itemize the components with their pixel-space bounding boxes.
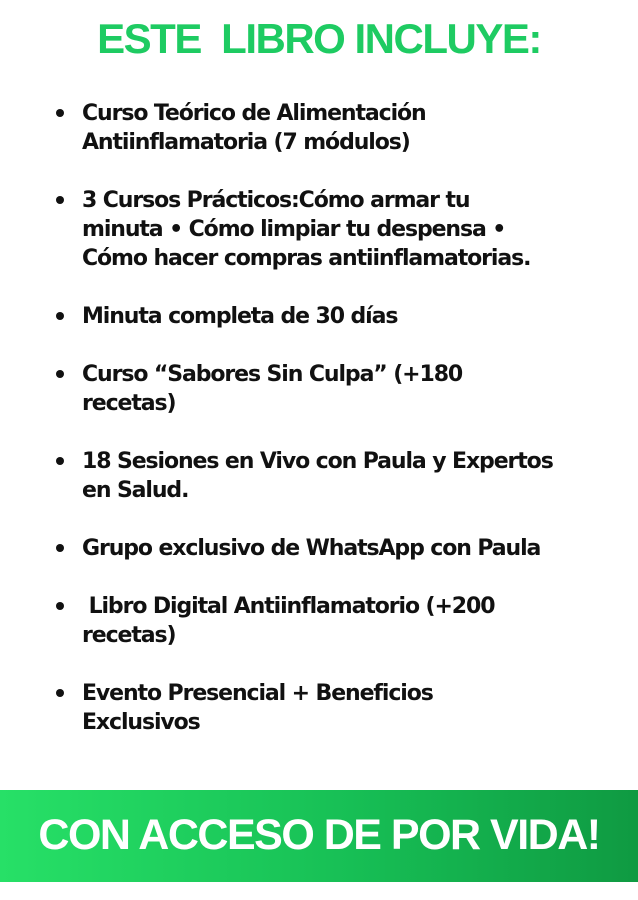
bullet-icon	[56, 602, 64, 610]
feature-text: Evento Presencial + Beneficios Exclusivos	[82, 681, 433, 735]
banner-text: CON ACCESO DE POR VIDA!	[38, 811, 600, 859]
feature-item	[54, 679, 614, 737]
bullet-icon	[56, 689, 64, 697]
feature-item	[54, 99, 614, 157]
bullet-icon	[56, 544, 64, 552]
feature-text: Curso Teórico de Alimentación Antiinflamatoria (7 módulos)	[82, 101, 426, 155]
bullet-icon	[56, 370, 64, 378]
feature-item	[54, 360, 614, 418]
bullet-icon	[56, 109, 64, 117]
feature-text: Libro Digital Antiinflamatorio (+200 recetas)	[82, 594, 495, 648]
feature-text: 3 Cursos Prácticos:Cómo armar tu minuta • Cómo limpiar tu despensa • Cómo hacer compras antiinflamatorias.	[82, 188, 531, 271]
feature-item	[54, 186, 614, 273]
feature-text: 18 Sesiones en Vivo con Paula y Expertos en Salud.	[82, 449, 553, 503]
feature-list	[54, 99, 614, 766]
bullet-icon	[56, 196, 64, 204]
feature-item	[54, 534, 614, 563]
feature-item	[54, 592, 614, 650]
page-title: ESTE LIBRO INCLUYE:	[97, 15, 541, 62]
lifetime-access-banner	[0, 790, 638, 882]
bullet-icon	[56, 457, 64, 465]
bullet-icon	[56, 312, 64, 320]
feature-item	[54, 302, 614, 331]
feature-item	[54, 447, 614, 505]
feature-text: Minuta completa de 30 días	[82, 304, 398, 329]
feature-text: Grupo exclusivo de WhatsApp con Paula	[82, 536, 541, 561]
feature-text: Curso “Sabores Sin Culpa” (+180 recetas)	[82, 362, 463, 416]
